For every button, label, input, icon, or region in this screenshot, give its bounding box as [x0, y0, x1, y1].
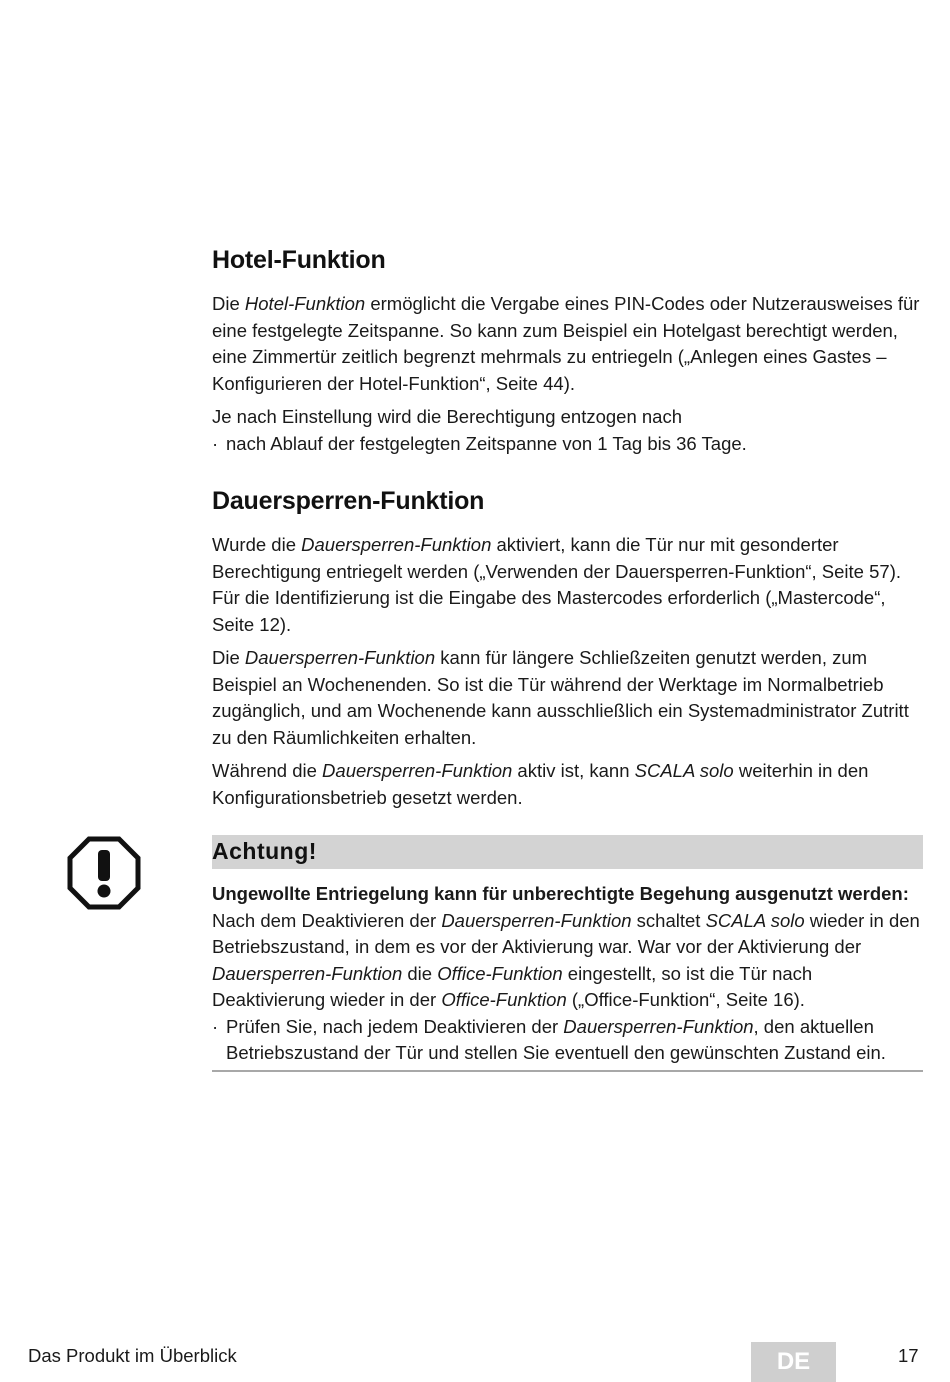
language-badge: DE	[751, 1342, 836, 1382]
dauer-paragraph-2: Die Dauersperren-Funktion kann für längere Schließzeiten genutzt werden, zum Beispiel an Wochenenden. So ist die Tür während der Werktage im Normalbetrieb zugänglich, und am Wochenende kann ausschließlich ein Systemadministrator Zutritt zu den Räumlichkeiten erhalten.	[212, 647, 909, 748]
hotel-paragraph-1: Die Hotel-Funktion ermöglicht die Vergabe eines PIN-Codes oder Nutzerausweises für eine festgelegte Zeitspanne. So kann zum Beispiel ein Hotelgast berechtigt werden, eine Zimmertür zeitlich begrenzt mehrmals zu entriegeln („Anlegen eines Gastes – Konfigurieren der Hotel-Funktion“, Seite 44).	[212, 293, 920, 394]
hotel-paragraph-2: Je nach Einstellung wird die Berechtigung entzogen nach	[212, 406, 683, 427]
hotel-bullet-item: · nach Ablauf der festgelegten Zeitspanne von 1 Tag bis 36 Tage.	[212, 431, 924, 458]
warning-paragraph: Ungewollte Entriegelung kann für unberechtigte Begehung ausgenutzt werden: Nach dem Deaktivieren der Dauersperren-Funktion schaltet SCALA solo wieder in den Betriebszustand, in dem es vor der Aktivierung war. War vor der Aktivierung der Dauersperren-Funktion die Office-Funktion eingestellt, so ist die Tür nach Deaktivierung wieder in der Office-Funktion („Office-Funktion“, Seite 16).	[212, 883, 920, 1010]
warning-body	[212, 881, 924, 1067]
bullet-dot: ·	[212, 1015, 219, 1037]
warning-header	[212, 835, 923, 869]
dauer-paragraph-1: Wurde die Dauersperren-Funktion aktiviert, kann die Tür nur mit gesonderter Berechtigung entriegelt werden („Verwenden der Dauersperren-Funktion“, Seite 57). Für die Identifizierung ist die Eingabe des Mastercodes erforderlich („Mastercode“, Seite 12).	[212, 534, 901, 635]
warning-bullet-item: · Prüfen Sie, nach jedem Deaktivieren der Dauersperren-Funktion, den aktuellen Betriebszustand der Tür und stellen Sie eventuell den gewünschten Zustand ein.	[212, 1014, 924, 1067]
dauer-heading: Dauersperren-Funktion	[212, 487, 485, 515]
warning-title: Achtung!	[212, 838, 317, 864]
bullet-dot: ·	[212, 432, 219, 454]
page-number: 17	[898, 1345, 919, 1366]
warning-octagon-icon	[66, 835, 142, 911]
hotel-heading: Hotel-Funktion	[212, 246, 386, 274]
dauer-paragraph-3: Während die Dauersperren-Funktion aktiv ist, kann SCALA solo weiterhin in den Konfigurationsbetrieb gesetzt werden.	[212, 760, 869, 808]
footer-section-title: Das Produkt im Überblick	[28, 1345, 237, 1366]
section-hotel	[212, 246, 924, 457]
warning-bottom-rule	[212, 1070, 923, 1072]
section-dauersperren	[212, 487, 924, 811]
